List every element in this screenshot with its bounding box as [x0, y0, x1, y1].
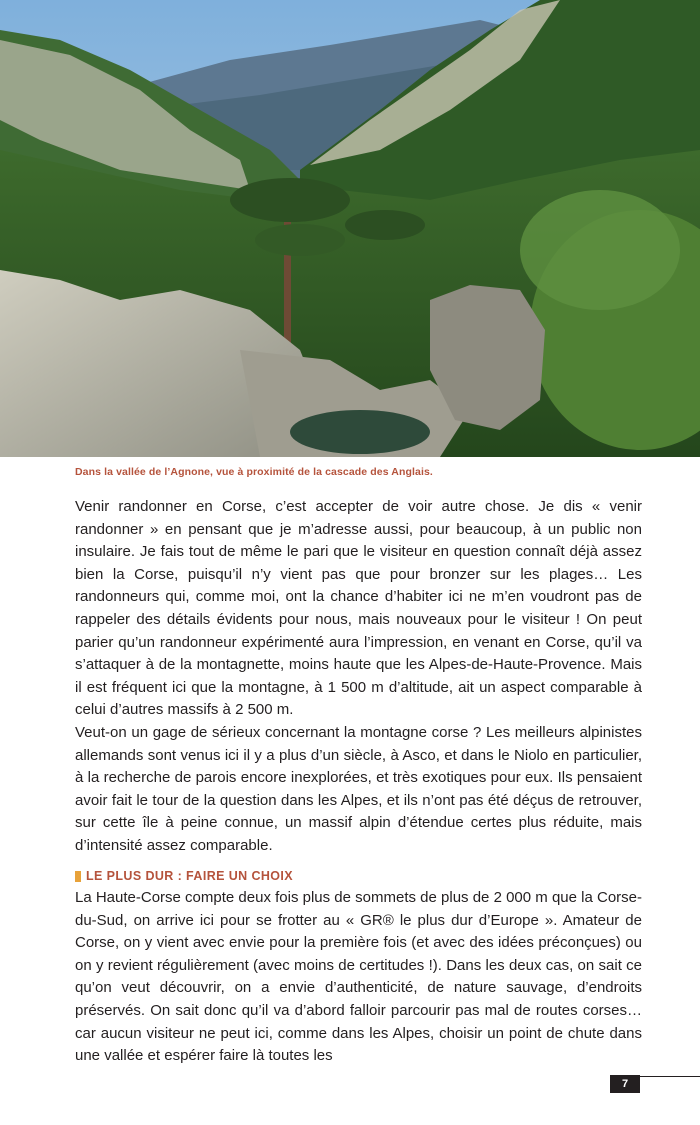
square-bullet-icon	[75, 871, 81, 882]
paragraph-2: Veut-on un gage de sérieux concernant la montagne corse ? Les meilleurs alpinistes allemands sont venus ici il y a plus d’un siècle, à Asco, et dans le Niolo en particulier, à la recherche de parois encore inexplorées, et très exotiques pour eux. Ils pensaient avoir fait le tour de la question dans les Alpes, et ils n’ont pas été déçus de retrouver, sur cette île à peine connue, un massif alpin d’étendue certes plus réduite, mais d’intensité assez comparable.	[75, 723, 642, 854]
section-heading	[75, 869, 293, 883]
intro-text	[75, 496, 642, 858]
valley-photo	[0, 0, 700, 457]
photo-caption: Dans la vallée de l’Agnone, vue à proximité de la cascade des Anglais.	[75, 466, 433, 478]
footer-rule	[640, 1076, 700, 1077]
mountain-valley-photo-icon	[0, 0, 700, 457]
page-number: 7	[610, 1075, 640, 1093]
paragraph-3: La Haute-Corse compte deux fois plus de sommets de plus de 2 000 m que la Corse-du-Sud, on arrive ici pour se frotter au « GR® le plus dur d’Europe ». Amateur de Corse, on y vient avec envie pour la première fois (et avec des idées préconçues) ou on y revient régulièrement (avec moins de certitudes !). Dans les deux cas, on sait ce qu’on veut découvrir, on a envie d’authenticité, de nature sauvage, d’endroits préservés. On sait donc qu’il va d’abord falloir parcourir pas mal de routes corses… car aucun visiteur ne peut ici, comme dans les Alpes, choisir un point de chute dans une vallée et espérer faire là toutes les	[75, 889, 642, 1065]
section-text	[75, 887, 642, 1068]
paragraph-1: Venir randonner en Corse, c’est accepter de voir autre chose. Je dis « venir randonner » en pensant que je m’adresse aussi, pour beaucoup, à un public non insulaire. Je fais tout de même le pari que le visiteur en question connaît déjà assez bien la Corse, puisqu’il n’y vient pas que pour bronzer sur les plages… Les randonneurs qui, comme moi, ont la chance d’habiter ici ne m’en voudront pas de rappeler des détails évidents pour nous, mais nouveaux pour le visiteur ! On peut parier qu’un randonneur expérimenté aura l’impression, en venant en Corse, qu’il va s’attaquer à de la montagnette, moins haute que les Alpes-de-Haute-Provence. Mais il est fréquent ici que la montagne, à 1 500 m d’altitude, ait un aspect comparable à celui d’autres massifs à 2 500 m.	[75, 498, 642, 719]
section-title: LE PLUS DUR : FAIRE UN CHOIX	[86, 869, 294, 883]
